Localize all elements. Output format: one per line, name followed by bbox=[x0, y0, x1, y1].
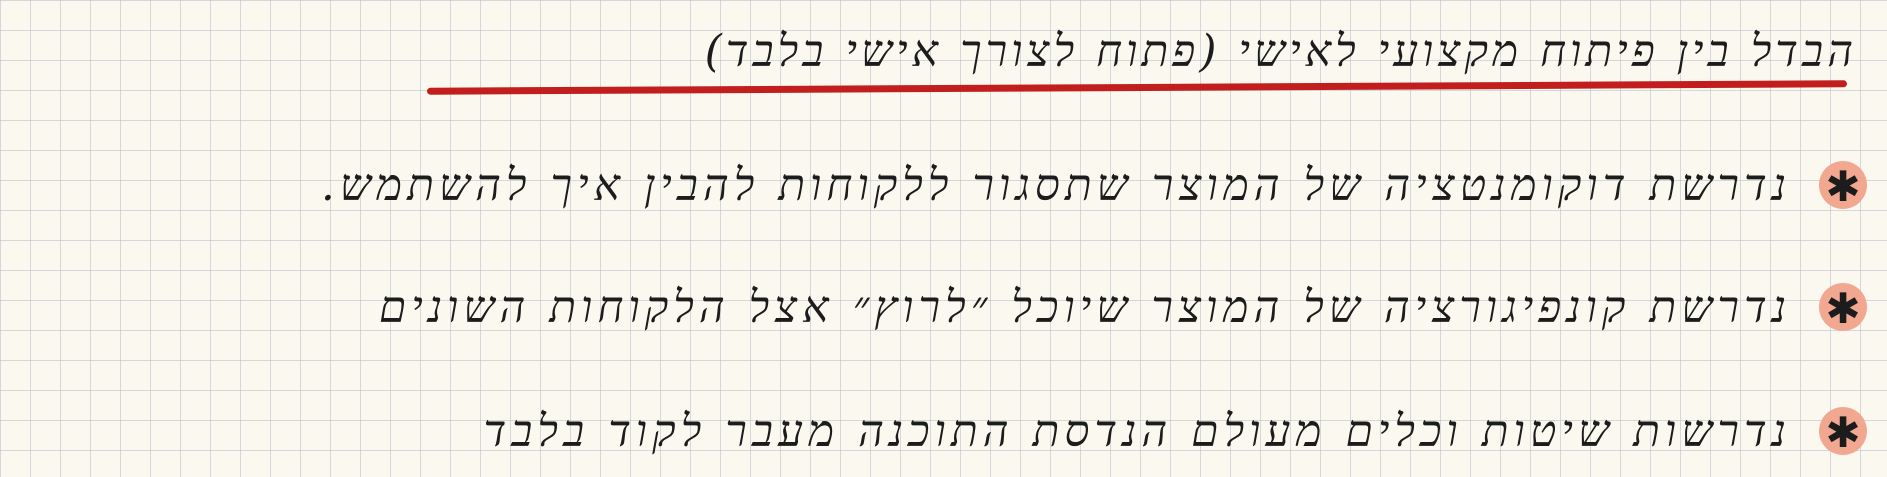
list-item bbox=[321, 150, 1867, 220]
asterisk-bullet-icon bbox=[1819, 161, 1867, 209]
list-item bbox=[379, 272, 1867, 342]
bullet-text: נדרשות שיטות וכלים מעולם הנדסת התוכנה מעבר לקוד בלבד bbox=[483, 405, 1791, 457]
bullet-text: נדרשת קונפיגורציה של המוצר שיוכל ״לרוץ״ אצל הלקוחות השונים bbox=[378, 281, 1791, 333]
bullet-marker: ✱ bbox=[1825, 408, 1861, 457]
bullet-marker: ✱ bbox=[1825, 284, 1861, 333]
asterisk-bullet-icon bbox=[1819, 283, 1867, 331]
list-item bbox=[484, 396, 1867, 466]
bullet-text: נדרשת דוקומנטציה של המוצר שתסגור ללקוחות להבין איך להשתמש. bbox=[320, 159, 1791, 211]
asterisk-bullet-icon bbox=[1819, 407, 1867, 455]
title-underline bbox=[427, 80, 1847, 94]
bullet-marker: ✱ bbox=[1825, 162, 1861, 211]
heading-block bbox=[437, 26, 1857, 96]
page-title: הבדל בין פיתוח מקצועי לאישי (פתוח לצורך אישי בלבד) bbox=[704, 26, 1857, 77]
